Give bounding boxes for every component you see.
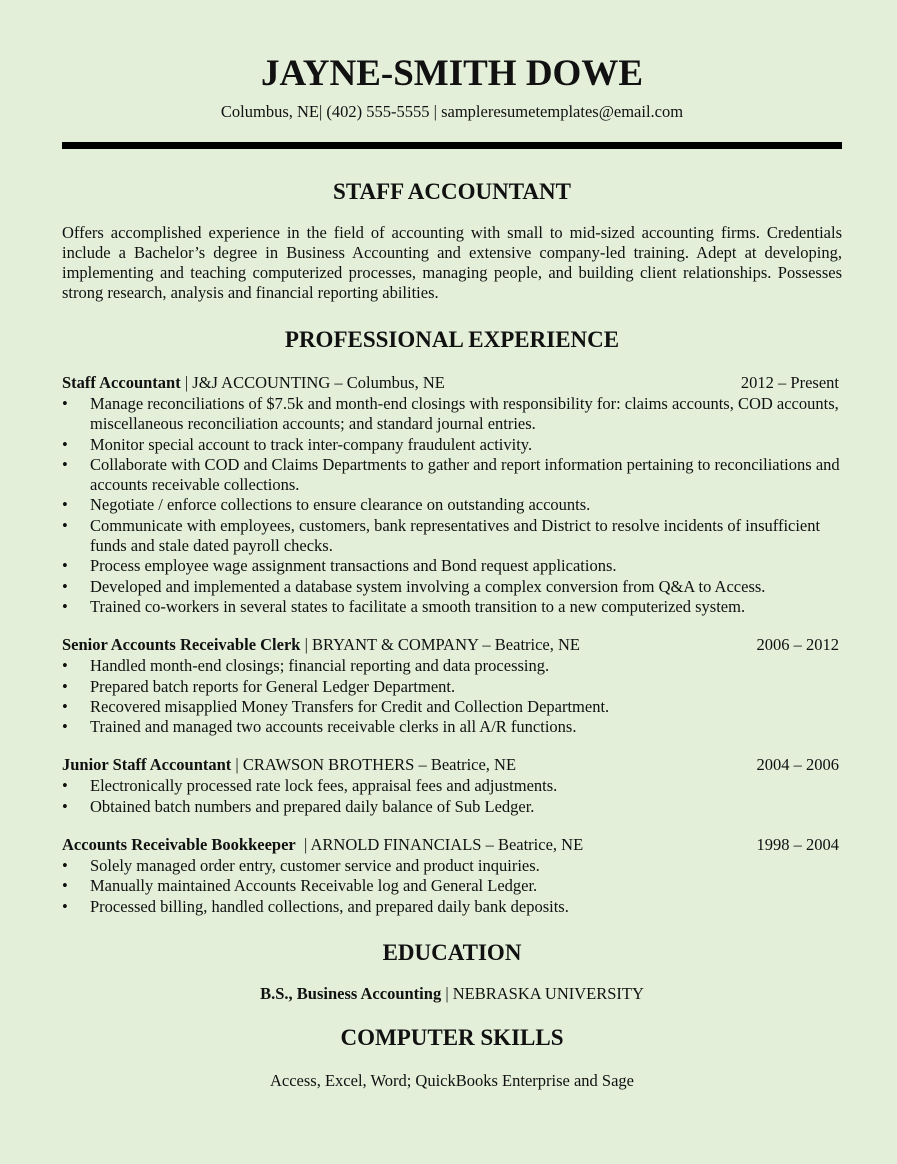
skills-text: Access, Excel, Word; QuickBooks Enterprise and Sage [269,1070,635,1090]
job-entry [62,373,842,617]
job-entry [62,755,842,817]
job-company: | ARNOLD FINANCIALS – Beatrice, NE [295,835,584,855]
job-role: Accounts Receivable Bookkeeper [62,835,296,855]
bullet-text: Prepared batch reports for General Ledger Department. [90,676,456,696]
job-header [62,835,842,855]
job-role: Senior Accounts Receivable Clerk [62,635,301,655]
list-item [62,577,842,597]
job-role: Junior Staff Accountant [62,755,232,775]
bullet-text: Processed billing, handled collections, and prepared daily bank deposits. [90,896,569,916]
job-dates: 1998 – 2004 [756,835,839,855]
experience-list [62,373,842,917]
candidate-name: JAYNE-SMITH DOWE [260,53,644,94]
contact-info: Columbus, NE| (402) 555-5555 | sampleresumetemplates@email.com [220,102,684,121]
job-company: | BRYANT & COMPANY – Beatrice, NE [300,635,581,655]
list-item [62,394,842,435]
list-item [62,797,842,817]
job-title-line [62,635,580,655]
job-company: | J&J ACCOUNTING – Columbus, NE [180,373,445,392]
job-dates: 2012 – Present [740,373,839,392]
bullet-text: Manage reconciliations of $7.5k and month-end closings with responsibility for: claims accounts, COD accounts, miscellaneous reconciliation accounts; and standard journal entries. [90,394,839,434]
bullet-text: Solely managed order entry, customer service and product inquiries. [90,856,540,876]
bullet-icon: • [62,576,68,596]
bullet-text: Monitor special account to track inter-company fraudulent activity. [90,434,533,454]
bullet-icon: • [62,896,68,916]
list-item [62,556,842,576]
education-title: EDUCATION [382,939,522,965]
summary-title: STAFF ACCOUNTANT [333,179,571,204]
bullet-text: Trained co-workers in several states to facilitate a smooth transition to a new computerized system. [90,596,746,616]
job-role: Staff Accountant [62,373,181,392]
job-header [62,373,842,393]
job-bullets [62,856,842,917]
bullet-icon: • [62,796,68,816]
bullet-icon: • [62,495,68,515]
school: | NEBRASKA UNIVERSITY [441,983,644,1003]
bullet-icon: • [62,515,68,535]
bullet-icon: • [62,856,68,876]
job-title-line [62,755,516,775]
job-header [62,755,842,775]
job-title-line [62,835,583,855]
summary-text: Offers accomplished experience in the field of accounting with small to mid-sized accounting firms. Credentials include a Bachelor’s degree in Business Accounting and extensive company-led training. Adept at developing, implementing and teaching computerized processes, managing people, and building client relationships. Possesses strong research, analysis and financial reporting abilities. [62,223,842,302]
list-item [62,455,842,496]
bullet-text: Developed and implemented a database system involving a complex conversion from Q&A to Access. [90,576,766,596]
bullet-icon: • [62,656,68,676]
job-bullets [62,776,842,817]
list-item [62,717,842,737]
list-item [62,656,842,676]
bullet-icon: • [62,876,68,896]
bullet-text: Manually maintained Accounts Receivable log and General Ledger. [90,876,538,896]
list-item [62,495,842,515]
list-item [62,876,842,896]
job-company: | CRAWSON BROTHERS – Beatrice, NE [231,755,517,775]
list-item [62,856,842,876]
bullet-text: Recovered misapplied Money Transfers for Credit and Collection Department. [90,696,610,716]
bullet-icon: • [62,394,68,413]
bullet-icon: • [62,596,68,616]
bullet-icon: • [62,696,68,716]
job-bullets [62,394,842,617]
bullet-text: Collaborate with COD and Claims Departments to gather and report information pertaining to reconciliations and accounts receivable collections. [90,454,840,495]
bullet-text: Electronically processed rate lock fees, appraisal fees and adjustments. [90,776,558,796]
job-bullets [62,656,842,737]
bullet-icon: • [62,556,68,576]
bullet-text: Negotiate / enforce collections to ensure clearance on outstanding accounts. [90,495,591,515]
education-entry [62,984,842,1004]
degree: B.S., Business Accounting [260,983,442,1003]
experience-title: PROFESSIONAL EXPERIENCE [284,327,620,352]
job-dates: 2004 – 2006 [756,755,839,775]
header-divider [62,142,842,149]
job-entry [62,635,842,737]
bullet-icon: • [62,776,68,796]
list-item [62,516,842,557]
job-dates: 2006 – 2012 [756,635,839,655]
list-item [62,697,842,717]
job-header [62,635,842,655]
skills-title: COMPUTER SKILLS [340,1024,564,1050]
bullet-icon: • [62,676,68,696]
bullet-icon: • [62,717,68,737]
bullet-text: Obtained batch numbers and prepared daily balance of Sub Ledger. [90,796,535,816]
bullet-icon: • [62,434,68,454]
bullet-text: Trained and managed two accounts receivable clerks in all A/R functions. [90,717,577,737]
list-item [62,597,842,617]
job-entry [62,835,842,917]
job-title-line [62,373,445,393]
bullet-text: Process employee wage assignment transactions and Bond request applications. [90,556,617,576]
bullet-text: Communicate with employees, customers, bank representatives and District to resolve incidents of insufficient funds and stale dated payroll checks. [90,515,821,556]
list-item [62,776,842,796]
bullet-text: Handled month-end closings; financial reporting and data processing. [90,656,550,676]
list-item [62,435,842,455]
list-item [62,677,842,697]
bullet-icon: • [62,454,68,474]
list-item [62,897,842,917]
